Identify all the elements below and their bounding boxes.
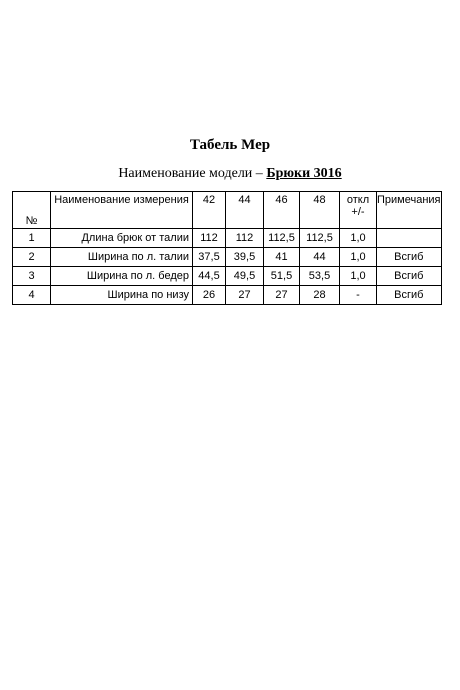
row-value-42: 26 xyxy=(193,286,226,305)
row-value-46: 51,5 xyxy=(264,267,300,286)
row-measurement-name: Ширина по л. бедер xyxy=(51,267,193,286)
header-size-42: 42 xyxy=(193,192,226,229)
row-value-44: 112 xyxy=(226,229,264,248)
row-tolerance: 1,0 xyxy=(340,248,377,267)
header-size-48: 48 xyxy=(300,192,340,229)
row-value-42: 37,5 xyxy=(193,248,226,267)
row-tolerance: - xyxy=(340,286,377,305)
row-value-46: 41 xyxy=(264,248,300,267)
row-value-48: 112,5 xyxy=(300,229,340,248)
row-number: 1 xyxy=(13,229,51,248)
row-measurement-name: Ширина по л. талии xyxy=(51,248,193,267)
model-name: Брюки 3016 xyxy=(266,166,342,181)
row-note xyxy=(377,229,442,248)
row-note: Всгиб xyxy=(377,286,442,305)
row-measurement-name: Длина брюк от талии xyxy=(51,229,193,248)
row-tolerance: 1,0 xyxy=(340,267,377,286)
table-row xyxy=(13,248,442,267)
row-note: Всгиб xyxy=(377,267,442,286)
row-note: Всгиб xyxy=(377,248,442,267)
header-measurement-name: Наименование измерения xyxy=(51,192,193,229)
row-tolerance: 1,0 xyxy=(340,229,377,248)
row-number: 2 xyxy=(13,248,51,267)
header-tolerance: откл +/- xyxy=(340,192,377,229)
table-row xyxy=(13,267,442,286)
header-notes: Примечания xyxy=(377,192,442,229)
row-value-42: 112 xyxy=(193,229,226,248)
table-row xyxy=(13,229,442,248)
row-value-42: 44,5 xyxy=(193,267,226,286)
measurements-table xyxy=(12,191,442,305)
table-row xyxy=(13,286,442,305)
header-size-46: 46 xyxy=(264,192,300,229)
row-value-44: 27 xyxy=(226,286,264,305)
row-measurement-name: Ширина по низу xyxy=(51,286,193,305)
document-title: Табель Мер xyxy=(189,137,271,153)
row-value-48: 53,5 xyxy=(300,267,340,286)
row-value-46: 112,5 xyxy=(264,229,300,248)
header-row xyxy=(13,192,442,229)
row-value-44: 39,5 xyxy=(226,248,264,267)
row-value-44: 49,5 xyxy=(226,267,264,286)
model-line xyxy=(0,165,460,182)
row-value-46: 27 xyxy=(264,286,300,305)
header-size-44: 44 xyxy=(226,192,264,229)
row-value-48: 44 xyxy=(300,248,340,267)
model-label: Наименование модели – xyxy=(118,166,263,181)
row-number: 4 xyxy=(13,286,51,305)
row-number: 3 xyxy=(13,267,51,286)
row-value-48: 28 xyxy=(300,286,340,305)
header-number: № xyxy=(13,192,51,229)
